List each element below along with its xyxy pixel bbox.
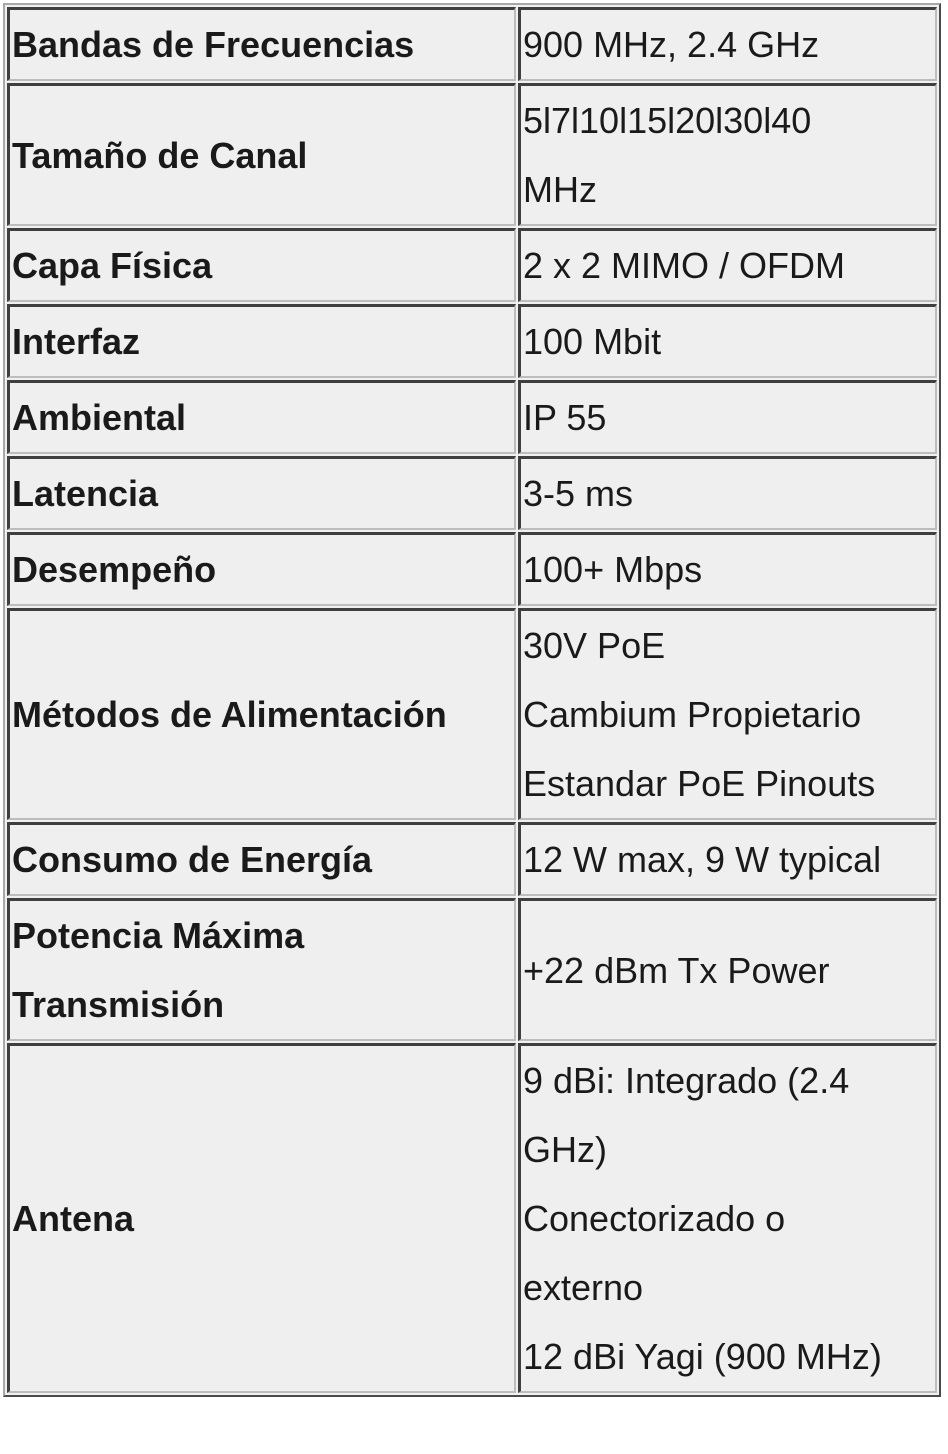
spec-value-text: 100+ Mbps	[523, 549, 703, 590]
spec-label-text: Tamaño de Canal	[12, 134, 308, 176]
spec-label-text: Latencia	[12, 473, 159, 514]
spec-label-text: Potencia Máxima	[12, 915, 305, 956]
spec-label	[7, 1043, 516, 1393]
spec-label-text: Bandas de Frecuencias	[12, 24, 415, 65]
spec-value-text: GHz)	[523, 1129, 607, 1170]
table-row	[7, 532, 937, 606]
table-row	[7, 380, 937, 454]
spec-label-text: Interfaz	[12, 321, 141, 362]
spec-value	[518, 608, 937, 820]
spec-value-text: 900 MHz, 2.4 GHz	[523, 24, 820, 65]
spec-label-text: Desempeño	[12, 549, 217, 590]
spec-value-text: 12 W max, 9 W typical	[523, 839, 882, 880]
spec-value-text: 12 dBi Yagi (900 MHz)	[523, 1336, 882, 1377]
table-row	[7, 822, 937, 896]
spec-value-text: Estandar PoE Pinouts	[523, 763, 876, 804]
spec-value-text: 100 Mbit	[523, 321, 662, 362]
table-row	[7, 456, 937, 530]
spec-value	[518, 456, 937, 530]
spec-value-text: Cambium Propietario	[523, 694, 862, 735]
spec-value	[518, 898, 937, 1041]
table-row	[7, 83, 937, 226]
table-row	[7, 228, 937, 302]
table-row	[7, 304, 937, 378]
spec-value-text: MHz	[523, 169, 597, 210]
spec-label	[7, 822, 516, 896]
spec-value-text: externo	[523, 1267, 644, 1308]
spec-label	[7, 83, 516, 226]
spec-value-text: 3-5 ms	[523, 473, 634, 514]
spec-value-text: Conectorizado o	[523, 1198, 786, 1239]
spec-value	[518, 380, 937, 454]
spec-label	[7, 532, 516, 606]
spec-label-text: Transmisión	[12, 984, 225, 1025]
spec-value-text: 2 x 2 MIMO / OFDM	[523, 245, 846, 286]
spec-label	[7, 304, 516, 378]
spec-label	[7, 608, 516, 820]
table-row	[7, 1043, 937, 1393]
spec-value	[518, 7, 937, 81]
spec-value	[518, 304, 937, 378]
spec-value-text: 5l7l10l15l20l30l40	[523, 100, 812, 141]
spec-value	[518, 822, 937, 896]
spec-value-text: 9 dBi: Integrado (2.4	[523, 1060, 850, 1101]
table-row	[7, 7, 937, 81]
spec-value-text: +22 dBm Tx Power	[523, 949, 830, 991]
spec-label	[7, 898, 516, 1041]
spec-label-text: Antena	[12, 1198, 135, 1239]
spec-value	[518, 532, 937, 606]
spec-value	[518, 1043, 937, 1393]
table-row	[7, 608, 937, 820]
spec-label	[7, 228, 516, 302]
spec-value-text: 30V PoE	[523, 625, 666, 666]
spec-value	[518, 83, 937, 226]
table-row	[7, 898, 937, 1041]
spec-table	[3, 3, 941, 1397]
spec-label-text: Ambiental	[12, 397, 187, 438]
spec-label-text: Consumo de Energía	[12, 839, 373, 880]
spec-value-text: IP 55	[523, 397, 607, 438]
spec-label	[7, 380, 516, 454]
spec-label	[7, 7, 516, 81]
spec-label-text: Capa Física	[12, 245, 213, 286]
spec-label-text: Métodos de Alimentación	[12, 694, 447, 735]
spec-label	[7, 456, 516, 530]
spec-value	[518, 228, 937, 302]
